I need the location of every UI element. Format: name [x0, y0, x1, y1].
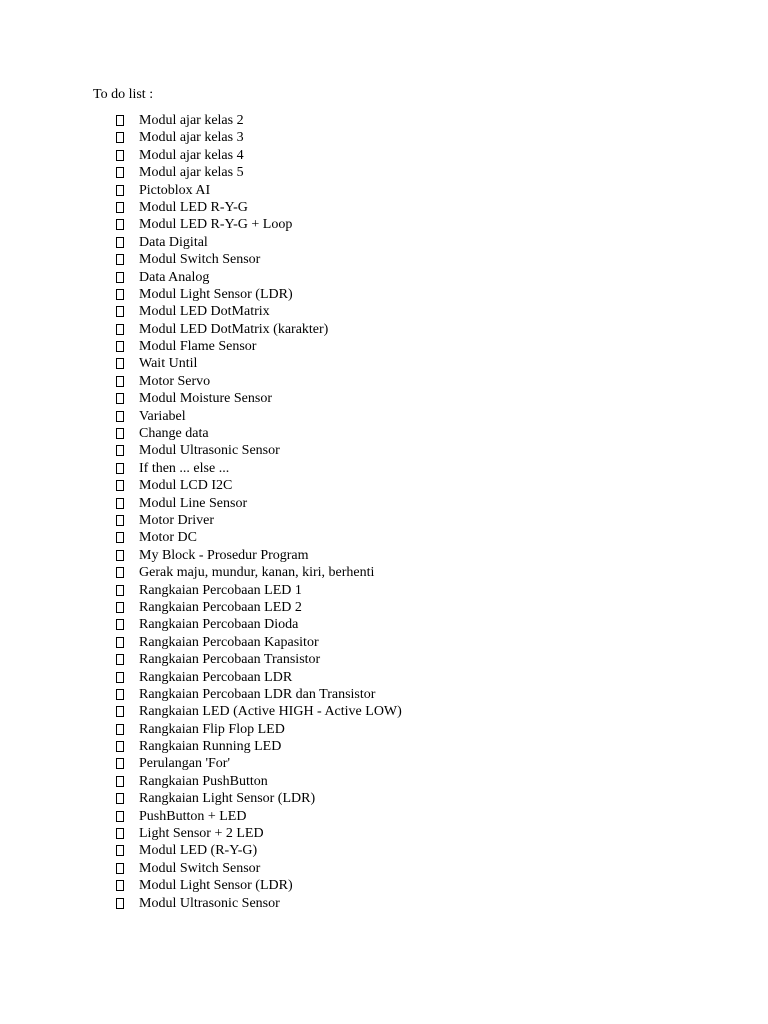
list-item: [116, 564, 716, 581]
list-item-label: Modul Switch Sensor: [139, 252, 261, 268]
list-item-label: Rangkaian LED (Active HIGH - Active LOW): [139, 704, 402, 720]
list-item-label: Modul ajar kelas 4: [139, 147, 244, 163]
list-item-label: Motor DC: [139, 530, 197, 546]
list-item-label: Modul Light Sensor (LDR): [139, 286, 293, 302]
checkbox-icon: [116, 428, 124, 439]
checkbox-icon: [116, 793, 124, 804]
list-item: [116, 338, 716, 355]
list-item-label: Modul Flame Sensor: [139, 339, 257, 355]
list-item: [116, 286, 716, 303]
list-item: [116, 112, 716, 129]
list-item-label: Modul LED (R-Y-G): [139, 843, 258, 859]
checkbox-icon: [116, 619, 124, 630]
list-item-label: Modul LED DotMatrix (karakter): [139, 321, 329, 337]
list-item: [116, 199, 716, 216]
list-item: [116, 164, 716, 181]
checkbox-icon: [116, 758, 124, 769]
list-item: [116, 425, 716, 442]
list-item: [116, 373, 716, 390]
list-item: [116, 512, 716, 529]
checkbox-icon: [116, 185, 124, 196]
checkbox-icon: [116, 863, 124, 874]
list-item-label: Modul Line Sensor: [139, 495, 248, 511]
list-item: [116, 460, 716, 477]
list-item: [116, 182, 716, 199]
checkbox-icon: [116, 706, 124, 717]
list-item-label: Rangkaian Percobaan Kapasitor: [139, 634, 319, 650]
list-item-label: Modul ajar kelas 5: [139, 165, 244, 181]
checkbox-icon: [116, 811, 124, 822]
list-item: [116, 634, 716, 651]
checkbox-icon: [116, 828, 124, 839]
checkbox-icon: [116, 585, 124, 596]
checkbox-icon: [116, 254, 124, 265]
list-item-label: Motor Servo: [139, 373, 211, 389]
todo-list: [116, 112, 716, 912]
list-item: [116, 355, 716, 372]
list-item-label: Modul Light Sensor (LDR): [139, 878, 293, 894]
list-item-label: PushButton + LED: [139, 808, 247, 824]
list-item: [116, 408, 716, 425]
list-item-label: Rangkaian Percobaan LED 2: [139, 599, 302, 615]
checkbox-icon: [116, 724, 124, 735]
list-item-label: Rangkaian Light Sensor (LDR): [139, 791, 316, 807]
checkbox-icon: [116, 498, 124, 509]
list-item: [116, 321, 716, 338]
list-item-label: My Block - Prosedur Program: [139, 547, 309, 563]
checkbox-icon: [116, 898, 124, 909]
list-item-label: Modul LED DotMatrix: [139, 304, 270, 320]
checkbox-icon: [116, 272, 124, 283]
list-item: [116, 495, 716, 512]
list-item-label: Wait Until: [139, 356, 198, 372]
checkbox-icon: [116, 654, 124, 665]
checkbox-icon: [116, 324, 124, 335]
list-item-label: Modul Ultrasonic Sensor: [139, 443, 280, 459]
checkbox-icon: [116, 115, 124, 126]
checkbox-icon: [116, 463, 124, 474]
checkbox-icon: [116, 637, 124, 648]
checkbox-icon: [116, 358, 124, 369]
list-item: [116, 582, 716, 599]
checkbox-icon: [116, 741, 124, 752]
list-item: [116, 877, 716, 894]
list-item-label: Modul LCD I2C: [139, 478, 233, 494]
checkbox-icon: [116, 567, 124, 578]
list-item-label: Modul Ultrasonic Sensor: [139, 895, 280, 911]
list-item: [116, 442, 716, 459]
checkbox-icon: [116, 219, 124, 230]
checkbox-icon: [116, 306, 124, 317]
list-item-label: Modul LED R-Y-G + Loop: [139, 217, 293, 233]
list-item: [116, 686, 716, 703]
list-item: [116, 738, 716, 755]
list-item-label: Modul ajar kelas 2: [139, 113, 244, 128]
list-item-label: Rangkaian Percobaan LDR dan Transistor: [139, 686, 376, 702]
checkbox-icon: [116, 393, 124, 404]
list-item: [116, 755, 716, 772]
page-title: To do list :: [93, 87, 154, 102]
list-item: [116, 895, 716, 912]
checkbox-icon: [116, 202, 124, 213]
checkbox-icon: [116, 880, 124, 891]
list-item: [116, 616, 716, 633]
checkbox-icon: [116, 602, 124, 613]
list-item: [116, 651, 716, 668]
list-item-label: Rangkaian Percobaan Transistor: [139, 652, 321, 668]
list-item-label: Modul ajar kelas 3: [139, 130, 244, 146]
list-item-label: Pictoblox AI: [139, 182, 211, 198]
list-item: [116, 842, 716, 859]
list-item: [116, 669, 716, 686]
checkbox-icon: [116, 132, 124, 143]
checkbox-icon: [116, 341, 124, 352]
checkbox-icon: [116, 689, 124, 700]
checkbox-icon: [116, 237, 124, 248]
list-item-label: Modul Moisture Sensor: [139, 391, 272, 407]
checkbox-icon: [116, 776, 124, 787]
list-item: [116, 721, 716, 738]
list-item-label: Motor Driver: [139, 512, 215, 528]
list-item: [116, 251, 716, 268]
checkbox-icon: [116, 672, 124, 683]
list-item: [116, 790, 716, 807]
list-item: [116, 147, 716, 164]
list-item-label: Light Sensor + 2 LED: [139, 826, 264, 842]
list-item: [116, 129, 716, 146]
list-item-label: Perulangan 'For': [139, 756, 230, 772]
list-item: [116, 269, 716, 286]
list-item: [116, 390, 716, 407]
list-item: [116, 808, 716, 825]
list-item: [116, 703, 716, 720]
list-item-label: Rangkaian Percobaan LED 1: [139, 582, 302, 598]
list-item-label: Modul Switch Sensor: [139, 860, 261, 876]
list-item: [116, 234, 716, 251]
list-item: [116, 529, 716, 546]
list-item-label: Modul LED R-Y-G: [139, 199, 248, 215]
list-item-label: Data Digital: [139, 234, 208, 250]
list-item: [116, 599, 716, 616]
list-item-label: Gerak maju, mundur, kanan, kiri, berhenti: [139, 565, 375, 581]
list-item: [116, 773, 716, 790]
list-item-label: Rangkaian Running LED: [139, 739, 282, 755]
list-item-label: Data Analog: [139, 269, 210, 285]
list-item: [116, 303, 716, 320]
list-item-label: Rangkaian Flip Flop LED: [139, 721, 285, 737]
list-item-label: Rangkaian Percobaan LDR: [139, 669, 293, 685]
list-item: [116, 547, 716, 564]
checkbox-icon: [116, 150, 124, 161]
checkbox-icon: [116, 550, 124, 561]
list-item-label: Variabel: [139, 408, 186, 424]
list-item-label: Change data: [139, 426, 209, 442]
checkbox-icon: [116, 445, 124, 456]
checkbox-icon: [116, 376, 124, 387]
checkbox-icon: [116, 289, 124, 300]
checkbox-icon: [116, 532, 124, 543]
list-item: [116, 825, 716, 842]
checkbox-icon: [116, 845, 124, 856]
checkbox-icon: [116, 480, 124, 491]
list-item-label: Rangkaian PushButton: [139, 773, 268, 789]
checkbox-icon: [116, 515, 124, 526]
list-item-label: Rangkaian Percobaan Dioda: [139, 617, 299, 633]
checkbox-icon: [116, 167, 124, 178]
list-item: [116, 860, 716, 877]
checkbox-icon: [116, 411, 124, 422]
list-item: [116, 477, 716, 494]
list-item: [116, 216, 716, 233]
list-item-label: If then ... else ...: [139, 460, 230, 476]
